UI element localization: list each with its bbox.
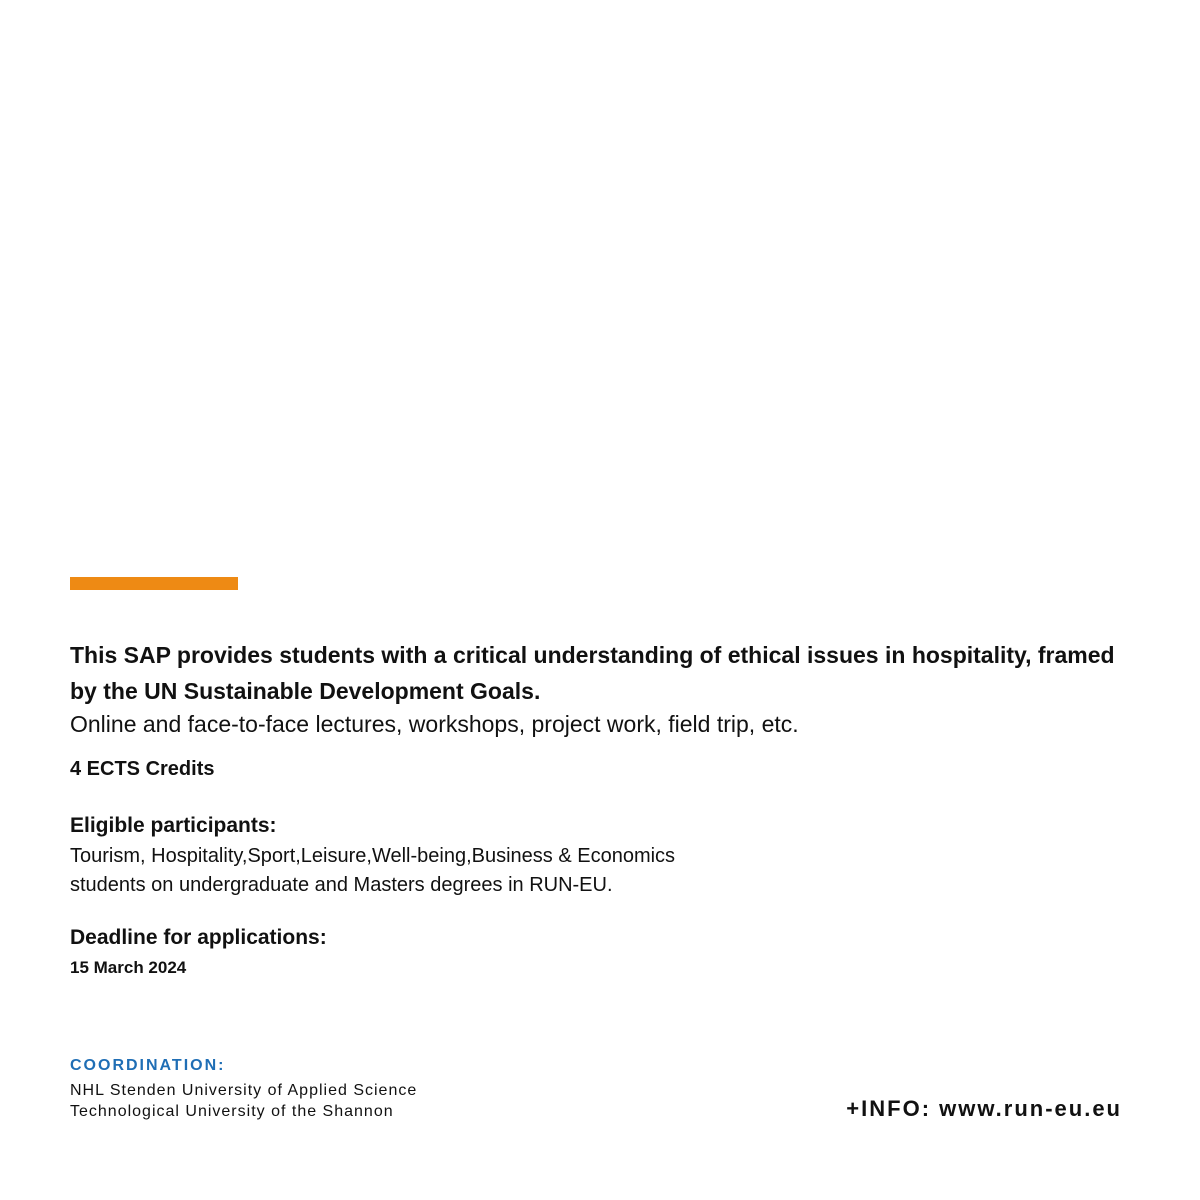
coordination-label: COORDINATION: <box>70 1057 226 1074</box>
eligible-line-1: Tourism, Hospitality,Sport,Leisure,Well-being,Business & Economics <box>70 845 676 867</box>
deadline-title: Deadline for applications: <box>70 926 327 949</box>
coordination-institution-2: Technological University of the Shannon <box>70 1103 394 1120</box>
deadline-date: 15 March 2024 <box>70 958 187 977</box>
coordination-institution-1: NHL Stenden University of Applied Science <box>70 1082 418 1099</box>
credits-label: 4 ECTS Credits <box>70 758 215 780</box>
info-link[interactable]: +INFO: www.run-eu.eu <box>846 1096 1122 1121</box>
eligible-line-2: students on undergraduate and Masters degrees in RUN-EU. <box>70 874 613 896</box>
format-description: Online and face-to-face lectures, workshops, project work, field trip, etc. <box>70 711 799 737</box>
eligible-text <box>70 842 870 900</box>
accent-bar <box>70 577 238 590</box>
eligible-title: Eligible participants: <box>70 814 277 837</box>
lead-statement: This SAP provides students with a critical understanding of ethical issues in hospitality, framed by the UN Sustainable Development Goals. <box>70 642 1115 704</box>
